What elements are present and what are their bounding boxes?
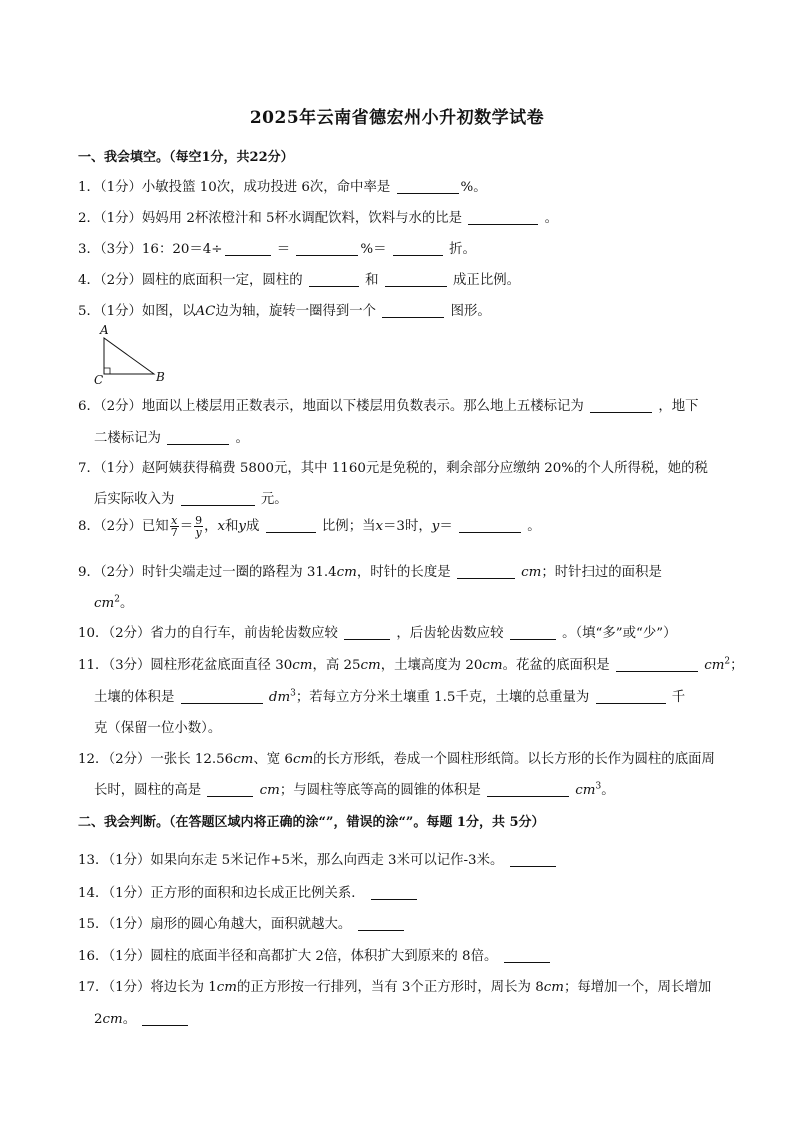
question-text: %＝ bbox=[360, 242, 387, 257]
answer-blank[interactable] bbox=[382, 303, 444, 318]
question-8: 8．（2分）已知 $\frac{x}{7}$ ＝ $\frac{9}{y}$ ，x和y成 比例；当x＝3时，y＝ 。 bbox=[78, 514, 541, 539]
answer-blank[interactable] bbox=[309, 272, 359, 287]
answer-blank[interactable] bbox=[504, 948, 550, 963]
question-text: 1．（1分）小敏投篮 10次，成功投进 6次，命中率是 bbox=[78, 180, 391, 195]
question-17-cont: 2cm。 bbox=[94, 1008, 190, 1027]
answer-blank[interactable] bbox=[207, 782, 253, 797]
answer-blank[interactable] bbox=[590, 398, 652, 413]
answer-blank[interactable] bbox=[371, 885, 417, 900]
equals-sign: ＝ bbox=[179, 519, 194, 534]
answer-blank[interactable] bbox=[181, 491, 255, 506]
answer-blank[interactable] bbox=[167, 430, 229, 445]
question-15: 15．（1分）扇形的圆心角越大，面积就越大。 bbox=[78, 913, 406, 932]
question-text: 成正比例。 bbox=[453, 273, 520, 288]
question-text: 5．（1分）如图，以 bbox=[78, 304, 196, 319]
question-13: 13．（1分）如果向东走 5米记作+5米，那么向西走 3米可以记作-3米。 bbox=[78, 849, 558, 868]
question-text: %。 bbox=[460, 180, 487, 195]
question-text: 和 bbox=[365, 273, 379, 288]
answer-blank[interactable] bbox=[385, 272, 447, 287]
question-text: 边为轴，旋转一圈得到一个 bbox=[215, 304, 377, 319]
question-text: ＝ bbox=[276, 242, 291, 257]
question-11: 11．（3分）圆柱形花盆底面直径 30cm，高 25cm，土壤高度为 20cm。花盆的底面积是 $cm^2$； bbox=[78, 656, 744, 673]
question-text: 图形。 bbox=[450, 304, 491, 319]
answer-blank[interactable] bbox=[296, 241, 358, 256]
vertex-label-c: C bbox=[94, 373, 104, 386]
question-2 bbox=[78, 207, 558, 226]
answer-blank[interactable] bbox=[358, 916, 404, 931]
answer-blank[interactable] bbox=[487, 782, 569, 797]
question-11-cont-2: 克（保留一位小数）。 bbox=[94, 721, 222, 736]
question-11-cont-1: 土壤的体积是 $dm^3$；若每立方分米土壤重 1.5千克，土壤的总重量为 千 bbox=[94, 688, 686, 705]
answer-blank[interactable] bbox=[459, 518, 521, 533]
vertex-label-a: A bbox=[100, 323, 109, 337]
question-7 bbox=[78, 457, 708, 476]
answer-blank[interactable] bbox=[266, 518, 316, 533]
question-6 bbox=[78, 395, 699, 414]
question-16: 16．（1分）圆柱的底面半径和高都扩大 2倍，体积扩大到原来的 8倍。 bbox=[78, 945, 552, 964]
answer-blank[interactable] bbox=[181, 689, 263, 704]
question-text: 2．（1分）妈妈用 2杯浓橙汁和 5杯水调配饮料，饮料与水的比是 bbox=[78, 211, 463, 226]
answer-blank[interactable] bbox=[510, 625, 556, 640]
question-17: 17．（1分）将边长为 1cm的正方形按一行排列，当有 3个正方形时，周长为 8cm；每增加一个，周长增加 bbox=[78, 980, 712, 995]
question-text: 后实际收入为 bbox=[94, 492, 175, 507]
question-1 bbox=[78, 176, 487, 195]
question-5 bbox=[78, 300, 491, 319]
answer-blank[interactable] bbox=[510, 852, 556, 867]
question-text: 二楼标记为 bbox=[94, 431, 161, 446]
answer-blank[interactable] bbox=[393, 241, 443, 256]
answer-blank[interactable] bbox=[142, 1011, 188, 1026]
question-text: 8．（2分）已知 bbox=[78, 519, 169, 534]
answer-blank[interactable] bbox=[596, 689, 666, 704]
question-12: 12．（2分）一张长 12.56cm、宽 6cm的长方形纸，卷成一个圆柱形纸筒。以长方形的长作为圆柱的底面周 bbox=[78, 752, 715, 767]
answer-blank[interactable] bbox=[468, 210, 538, 225]
vertex-label-b: B bbox=[156, 370, 165, 384]
answer-blank[interactable] bbox=[616, 657, 698, 672]
answer-blank[interactable] bbox=[397, 179, 459, 194]
question-7-cont bbox=[94, 488, 288, 507]
question-3 bbox=[78, 238, 476, 257]
answer-blank[interactable] bbox=[344, 625, 390, 640]
fraction-x-over-7: $\frac{x}{7}$ bbox=[170, 514, 178, 539]
answer-blank[interactable] bbox=[457, 564, 515, 579]
question-text: 。 bbox=[544, 211, 558, 226]
question-text: 折。 bbox=[449, 242, 476, 257]
question-text: 4．（2分）圆柱的底面积一定，圆柱的 bbox=[78, 273, 303, 288]
section-1-heading: 一、我会填空。（每空1分，共22分） bbox=[78, 150, 294, 165]
section-2-heading: 二、我会判断。（在答题区域内将正确的涂“”，错误的涂“”。每题 1分，共 5分） bbox=[78, 815, 545, 830]
fraction-9-over-y: $\frac{9}{y}$ bbox=[195, 514, 203, 539]
variable: AC bbox=[195, 304, 216, 319]
question-text: 6．（2分）地面以上楼层用正数表示，地面以下楼层用负数表示。那么地上五楼标记为 bbox=[78, 399, 584, 414]
triangle-shape bbox=[104, 338, 154, 374]
question-text: 3．（3分）16：20＝4÷ bbox=[78, 242, 223, 257]
right-triangle-figure bbox=[92, 322, 172, 386]
question-6-cont bbox=[94, 427, 249, 446]
question-text: 7．（1分）赵阿姨获得稿费 5800元，其中 1160元是免税的，剩余部分应缴纳 20%的个人所得税，她的税 bbox=[78, 461, 708, 476]
question-9: 9．（2分）时针尖端走过一圈的路程为 31.4cm，时针的长度是 cm；时针扫过的面积是 bbox=[78, 565, 662, 580]
page-title: 2025年云南省德宏州小升初数学试卷 bbox=[249, 108, 545, 128]
right-angle-mark bbox=[104, 368, 110, 374]
question-12-cont: 长时，圆柱的高是 cm；与圆柱等底等高的圆锥的体积是 $cm^3$。 bbox=[94, 781, 615, 798]
question-text: 10．（2分）省力的自行车，前齿轮齿数应较 bbox=[78, 626, 338, 641]
question-14: 14．（1分）正方形的面积和边长成正比例关系． bbox=[78, 882, 419, 901]
question-text: 。 bbox=[235, 431, 249, 446]
question-text: 12．（2分）一张长 12.56 bbox=[78, 752, 234, 767]
question-text: 9．（2分）时针尖端走过一圈的路程为 31.4 bbox=[78, 565, 337, 580]
question-9-cont: $cm^2$。 bbox=[94, 594, 134, 611]
question-text: 元。 bbox=[260, 492, 288, 507]
answer-blank[interactable] bbox=[225, 241, 271, 256]
question-4 bbox=[78, 269, 520, 288]
question-text: 11．（3分）圆柱形花盆底面直径 30 bbox=[78, 658, 293, 673]
question-10: 10．（2分）省力的自行车，前齿轮齿数应较 ，后齿轮齿数应较 。（填“多”或“少”） bbox=[78, 626, 677, 641]
question-text: ，地下 bbox=[658, 399, 699, 414]
